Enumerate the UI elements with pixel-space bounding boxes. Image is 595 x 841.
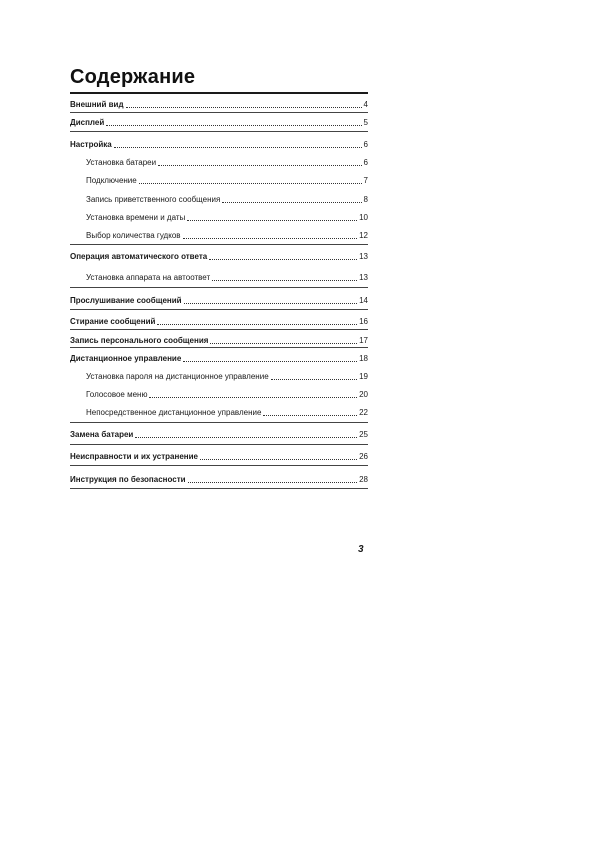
toc-separator — [70, 347, 368, 348]
toc-leader — [157, 324, 357, 325]
title-rule — [70, 92, 368, 94]
toc-entry-page: 4 — [363, 100, 368, 109]
toc-entry — [70, 450, 368, 462]
toc-separator — [70, 444, 368, 445]
toc-leader — [209, 259, 357, 260]
toc-leader — [139, 183, 362, 184]
page-number: 3 — [358, 544, 364, 555]
toc-entry — [70, 315, 368, 327]
toc-entry-page: 19 — [359, 372, 368, 381]
toc-entry — [70, 294, 368, 306]
toc-entry-page: 6 — [363, 140, 368, 149]
toc-entry — [70, 138, 368, 150]
toc-separator — [70, 329, 368, 330]
toc-entry-label: Голосовое меню — [86, 390, 148, 399]
toc-subentry — [86, 406, 368, 418]
toc-entry-label: Непосредственное дистанционное управление — [86, 408, 262, 417]
toc-entry-label: Стирание сообщений — [70, 317, 156, 326]
toc-leader — [187, 220, 357, 221]
toc-separator — [70, 309, 368, 310]
toc-leader — [126, 107, 362, 108]
toc-separator — [70, 488, 368, 489]
toc-entry-label: Установка аппарата на автоответ — [86, 273, 211, 282]
toc-leader — [149, 397, 357, 398]
toc-entry-label: Инструкция по безопасности — [70, 475, 186, 484]
toc-entry-page: 5 — [363, 118, 368, 127]
toc-entry-page: 26 — [359, 452, 368, 461]
toc-entry-page: 10 — [359, 213, 368, 222]
toc-entry — [70, 473, 368, 485]
toc-entry-page: 12 — [359, 231, 368, 240]
toc-entry-label: Установка пароля на дистанционное управление — [86, 372, 269, 381]
toc-entry — [70, 428, 368, 440]
toc-entry-page: 13 — [359, 252, 368, 261]
toc-subentry — [86, 174, 368, 186]
toc-subentry — [86, 388, 368, 400]
toc-subentry — [86, 229, 368, 241]
toc-entry-page: 28 — [359, 475, 368, 484]
toc-entry-label: Прослушивание сообщений — [70, 296, 182, 305]
toc-leader — [263, 415, 357, 416]
toc-entry — [70, 98, 368, 110]
toc-entry-label: Запись персонального сообщения — [70, 336, 209, 345]
toc-separator — [70, 131, 368, 132]
toc-leader — [212, 280, 357, 281]
toc-leader — [184, 303, 358, 304]
toc-entry-label: Запись приветственного сообщения — [86, 195, 221, 204]
toc-entry-page: 14 — [359, 296, 368, 305]
toc-entry-label: Дистанционное управление — [70, 354, 182, 363]
toc-entry-page: 17 — [359, 336, 368, 345]
toc-separator — [70, 244, 368, 245]
toc-entry-page: 25 — [359, 430, 368, 439]
toc-leader — [200, 459, 357, 460]
toc-entry-label: Дисплей — [70, 118, 105, 127]
toc-entry-label: Замена батареи — [70, 430, 134, 439]
toc-entry-page: 7 — [363, 176, 368, 185]
toc-separator — [70, 287, 368, 288]
toc-subentry — [86, 211, 368, 223]
toc-leader — [114, 147, 362, 148]
toc-entry-page: 18 — [359, 354, 368, 363]
toc-entry-label: Установка времени и даты — [86, 213, 186, 222]
toc-entry-label: Установка батареи — [86, 158, 157, 167]
toc-entry — [70, 116, 368, 128]
toc-entry-label: Внешний вид — [70, 100, 124, 109]
toc-entry-page: 20 — [359, 390, 368, 399]
toc-leader — [222, 202, 361, 203]
toc-entry-label: Настройка — [70, 140, 112, 149]
toc-entry — [70, 352, 368, 364]
toc-leader — [106, 125, 361, 126]
toc-leader — [210, 343, 357, 344]
toc-subentry — [86, 370, 368, 382]
toc-subentry — [86, 156, 368, 168]
toc-leader — [183, 238, 358, 239]
toc-entry-label: Выбор количества гудков — [86, 231, 181, 240]
toc-leader — [188, 482, 358, 483]
toc-entry-label: Неисправности и их устранение — [70, 452, 198, 461]
toc-entry — [70, 250, 368, 262]
toc-leader — [135, 437, 357, 438]
page-title: Содержание — [70, 66, 196, 88]
toc-entry-page: 16 — [359, 317, 368, 326]
toc-subentry — [86, 271, 368, 283]
toc-entry-page: 22 — [359, 408, 368, 417]
toc-entry-page: 13 — [359, 273, 368, 282]
toc-leader — [158, 165, 361, 166]
toc-leader — [271, 379, 357, 380]
toc-separator — [70, 465, 368, 466]
toc-entry-page: 8 — [363, 195, 368, 204]
toc-entry-label: Подключение — [86, 176, 137, 185]
toc-entry-label: Операция автоматического ответа — [70, 252, 208, 261]
toc-entry-page: 6 — [363, 158, 368, 167]
toc-separator — [70, 422, 368, 423]
toc-subentry — [86, 193, 368, 205]
toc-entry — [70, 334, 368, 346]
toc-leader — [183, 361, 357, 362]
toc-separator — [70, 112, 368, 113]
